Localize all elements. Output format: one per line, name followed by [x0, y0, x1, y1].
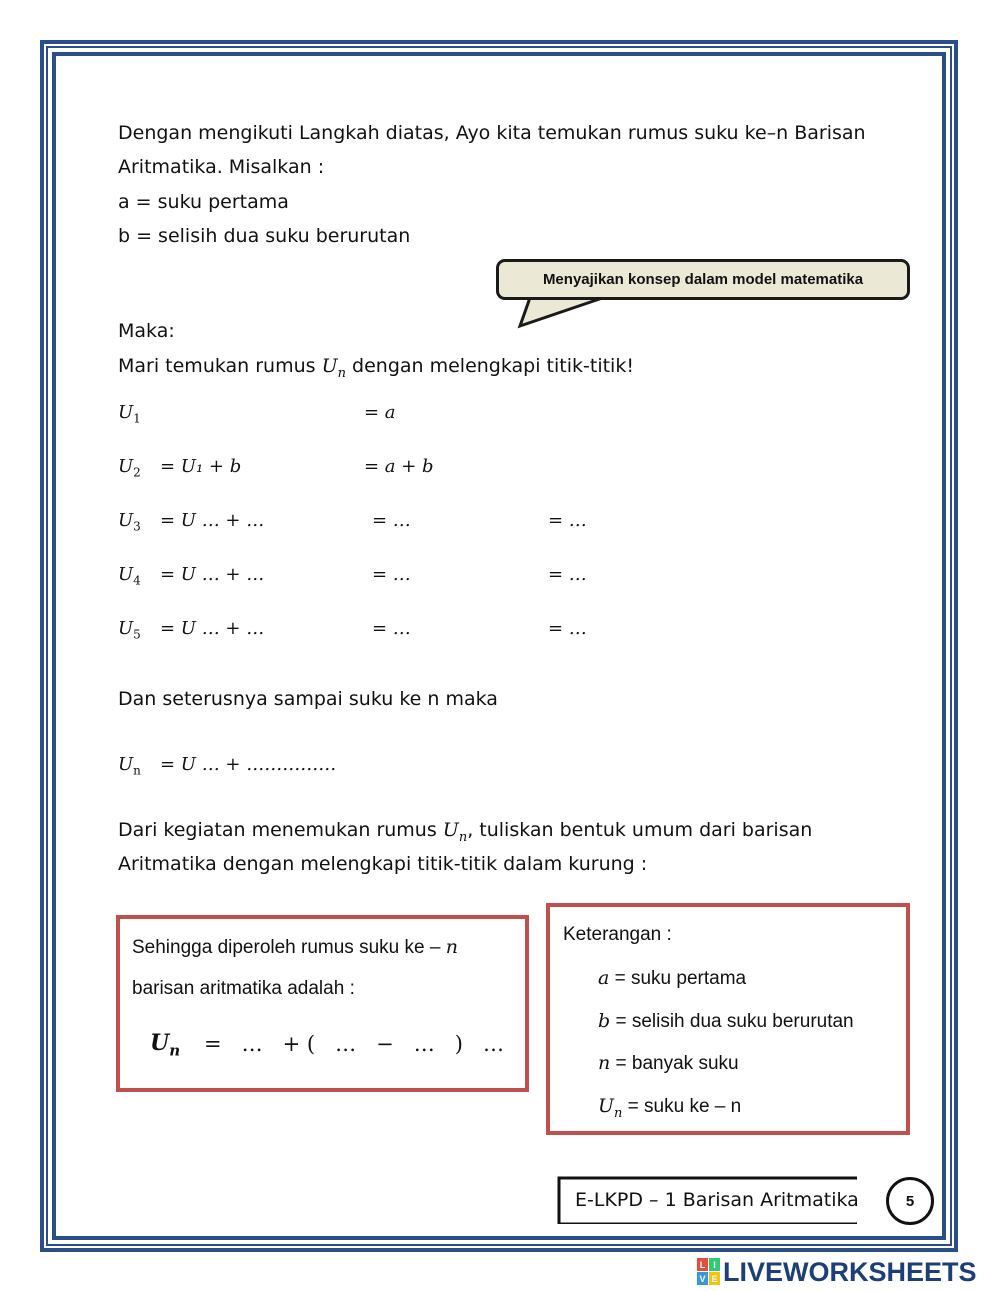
instruction-line	[118, 354, 634, 386]
eq-mid-4: = U … + …	[160, 564, 265, 585]
footer-label: E-LKPD – 1 Barisan Aritmatika	[575, 1189, 859, 1211]
liveworksheets-wordmark: LIVEWORKSHEETS	[723, 1256, 977, 1287]
eq-mid-2: = U₁ + b	[160, 456, 242, 477]
instruction-sub: n	[337, 365, 346, 381]
keterangan-title: Keterangan :	[563, 924, 672, 945]
conclusion-line-2: Aritmatika dengan melengkapi titik-titik dalam kurung :	[118, 853, 648, 875]
keterangan-box	[546, 903, 910, 1135]
page-number: 5	[886, 1177, 934, 1225]
formula-box	[116, 915, 529, 1092]
definition-a: a = suku pertama	[118, 191, 289, 213]
formula-line-2: barisan aritmatika adalah :	[132, 978, 355, 999]
instruction-symbol: U	[321, 355, 338, 377]
eq-rhs1-1: = a	[364, 402, 396, 423]
liveworksheets-logo-icon	[697, 1258, 721, 1286]
svg-text:E: E	[711, 1274, 718, 1284]
eq-lhs-1: $U_1$	[118, 402, 141, 426]
eq-lhs-2: $U_2$	[118, 456, 141, 480]
eq-lhs-4: $U_4$	[118, 564, 141, 588]
svg-text:V: V	[699, 1274, 706, 1284]
eq-rhs2-4: = …	[548, 564, 587, 585]
eq-rhs1-3: = …	[372, 510, 411, 531]
eq-lhs-3: $U_3$	[118, 510, 141, 534]
intro-line-1: Dengan mengikuti Langkah diatas, Ayo kita temukan rumus suku ke–n Barisan	[118, 122, 866, 144]
instruction-before: Mari temukan rumus	[118, 355, 322, 377]
eq-mid-5: = U … + …	[160, 618, 265, 639]
eq-rhs2-5: = …	[548, 618, 587, 639]
formula-line-1: Sehingga diperoleh rumus suku ke – n	[132, 936, 458, 958]
eq-lhs-5: $U_5$	[118, 618, 141, 642]
general-eq-lhs: $U_n$	[118, 754, 141, 778]
formula-lhs: $U_n$	[150, 1030, 181, 1060]
keterangan-item-n: n = banyak suku	[598, 1052, 739, 1074]
keterangan-item-b: b = selisih dua suku berurutan	[598, 1010, 854, 1032]
callout-bubble	[496, 259, 910, 300]
svg-text:L: L	[699, 1260, 706, 1270]
intro-line-2: Aritmatika. Misalkan :	[118, 156, 325, 178]
continuation-text: Dan seterusnya sampai suku ke n maka	[118, 688, 498, 710]
maka-label: Maka:	[118, 320, 175, 342]
eq-mid-3: = U … + …	[160, 510, 265, 531]
eq-rhs1-4: = …	[372, 564, 411, 585]
svg-text:I: I	[713, 1260, 716, 1270]
keterangan-item-un: $U_n$ = suku ke – n	[598, 1095, 742, 1121]
keterangan-item-a: a = suku pertama	[598, 967, 747, 989]
definition-b: b = selisih dua suku berurutan	[118, 225, 411, 247]
conclusion-line-1: Dari kegiatan menemukan rumus $U_n$, tuliskan bentuk umum dari barisan	[118, 819, 813, 845]
formula-rhs[interactable]: = … + ( … − … ) …	[204, 1032, 505, 1056]
callout-text: Menyajikan konsep dalam model matematika	[542, 271, 864, 288]
eq-rhs1-5: = …	[372, 618, 411, 639]
instruction-after: dengan melengkapi titik-titik!	[345, 355, 634, 377]
liveworksheets-logo[interactable]	[697, 1256, 977, 1288]
eq-rhs2-3: = …	[548, 510, 587, 531]
eq-rhs1-2: = a + b	[364, 456, 434, 477]
general-eq-rhs: = U … + ……………	[160, 754, 337, 775]
